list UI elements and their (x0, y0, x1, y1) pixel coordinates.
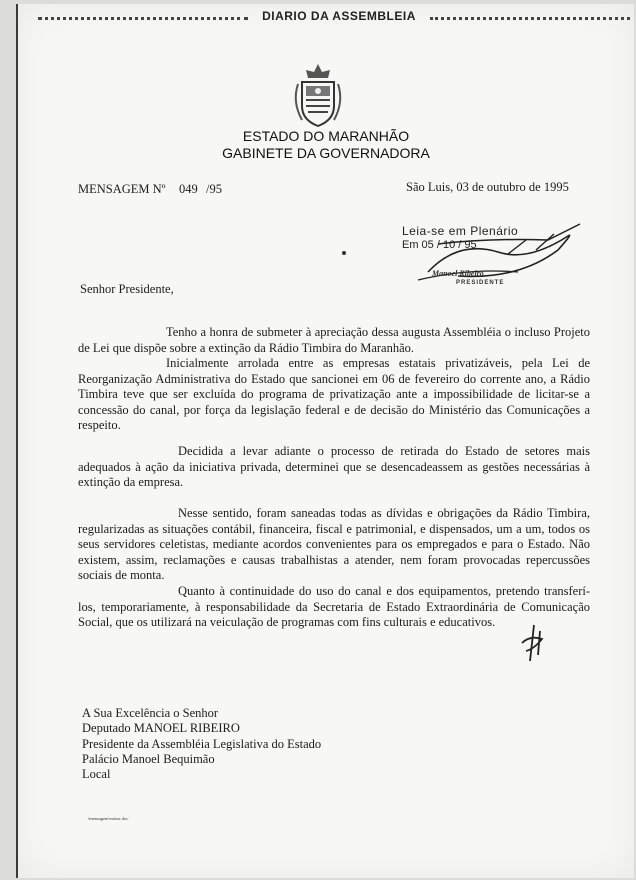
paragraph-1: Tenho a honra de submeter à apreciação dessa augusta Assembléia o incluso Projeto de Lei que dispõe sobre a extinção da Rádio Timbira do Maranhão. (78, 325, 590, 355)
message-year: /95 (206, 182, 222, 196)
address-line-1: A Sua Excelência o Senhor (82, 706, 219, 720)
salutation: Senhor Presidente, (80, 282, 174, 296)
address-line-2: Deputado MANOEL RIBEIRO (82, 721, 240, 735)
address-line-4: Palácio Manoel Bequimão (82, 752, 215, 766)
handwritten-initials-icon (516, 621, 550, 665)
newspaper-header: DIARIO DA ASSEMBLEIA (262, 9, 416, 23)
stamp-date: Em 05 / 10 / 95 (402, 239, 477, 251)
state-coat-of-arms-icon (288, 62, 348, 130)
stamp-president-title: PRESIDENTE (456, 280, 505, 286)
message-label: MENSAGEM Nº (78, 182, 166, 196)
paragraph-4: Nesse sentido, foram saneadas todas as dívidas e obrigações da Rádio Timbira, regularizadas as situações contábil, financeira, fiscal e patrimonial, e dispensados, um a um, todos os seus servidores celetistas, mediante acordos convenientes para os empregados e para o Estado. Não existem, assim, reclamações e causas trabalhistas a atender, nem foram provocadas repercussões sociais de monta. (78, 506, 590, 582)
paragraph-3: Decidida a levar adiante o processo de retirada do Estado de setores mais adequados à ação da iniciativa privada, determinei que se desencadeassem as gestões necessárias à extinção da empresa. (78, 444, 590, 489)
header-rule-left (38, 17, 248, 20)
paragraph-2: Inicialmente arrolada entre as empresas estatais privatizáveis, pela Lei de Reorganização Administrativa do Estado que sancionei em 06 de fevereiro do corrente ano, a Rádio Timbira teve que ser excluída do programa de privatização ante a impossibilidade de licitar-se a concessão do canal, por força da legislação federal e de decisão do Ministério das Comunicações a respeito. (78, 356, 590, 432)
document-page (16, 4, 634, 878)
letter-date: São Luis, 03 de outubro de 1995 (406, 180, 569, 194)
state-name: ESTADO DO MARANHÃO (242, 128, 410, 144)
stamp-president-name: Manoel Ribeiro (432, 269, 484, 278)
ink-speck (342, 251, 346, 255)
address-line-3: Presidente da Assembléia Legislativa do Estado (82, 737, 322, 751)
message-number: 049 (179, 182, 198, 196)
office-name: GABINETE DA GOVERNADORA (222, 145, 430, 161)
address-line-5: Local (82, 767, 111, 781)
paragraph-5: Quanto à continuidade do uso do canal e dos equipamentos, pretendo transferí-los, temporariamente, à responsabilidade da Secretaria de Estado Extraordinária de Comunicação Social, que os utilizará na veiculação de programas com fins culturais e educativos. (78, 584, 590, 629)
file-reference: \mensagem\extinc.doc (88, 816, 129, 821)
header-rule-right (430, 17, 630, 20)
stamp-read-in-plenary: Leia-se em Plenário (402, 224, 519, 238)
